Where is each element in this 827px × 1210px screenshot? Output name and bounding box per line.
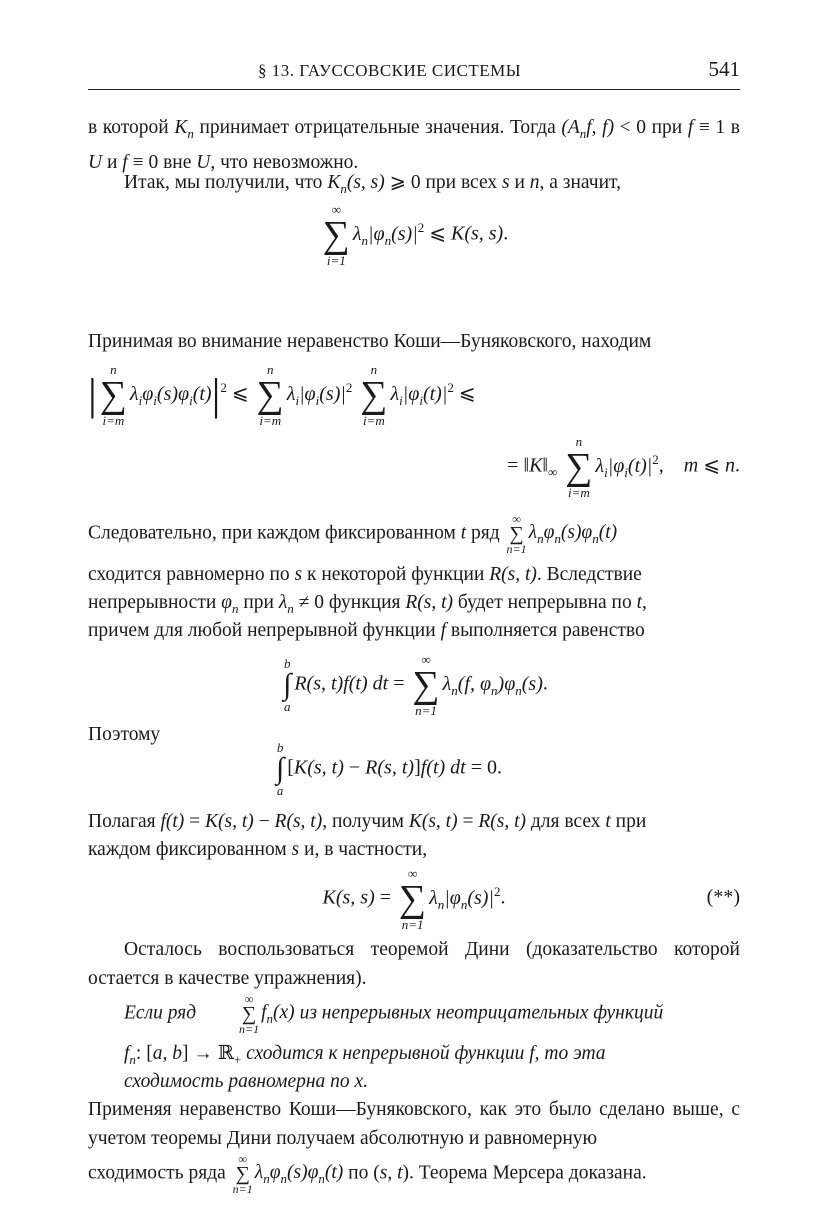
paragraph-4: Следовательно, при каждом фиксированном t ряд ∞ ∑ n=1 $\lambda_n\varphi_n(s)\varphi_n(t)$ <box>88 512 618 556</box>
paragraph-2: Итак, мы получили, что $K_n(s$, s) ⩾ 0 при всех s и n, а значит, <box>124 172 621 196</box>
paragraph-9: Полагая f(t) = K(s, t) − R(s, t), получим K(s, t) = R(s, t) для всех t при <box>88 811 647 832</box>
paragraph-7: причем для любой непрерывной функции f выполняется равенство <box>88 620 645 641</box>
book-page <box>88 55 740 1196</box>
equation-tag: (**) <box>706 886 740 908</box>
page-number: 541 <box>708 57 740 81</box>
paragraph-5: сходится равномерно по s к некоторой функции R(s, t). Вследствие <box>88 564 642 585</box>
equation-cauchy-line-1: | n ∑ i=m $\lambda_i\varphi_i(s)\varphi_i(t)|^2$ ⩽ n ∑ i=m $\lambda_i|\varphi_i(s)|^2$ n ∑ i=m $\lambda_i|\varphi_i(t)|^2$ ⩽ <box>88 362 476 428</box>
equation-integral-R: b ∫ a R(s, t)f(t) dt = ∞ ∑ n=1 $\lambda_n(f$, $\varphi_n)\varphi_n(s)$. <box>283 652 548 718</box>
paragraph-8: Поэтому <box>88 724 161 745</box>
paragraph-1: в которой $K_n$ принимает отрицательные значения. Тогда ($A_nf$, f) < 0 при f ≡ 1 в U и f ≡ 0 вне U, что невозможно. <box>88 117 740 173</box>
page-header <box>88 55 740 90</box>
dini-theorem-line-1: Если ряд ∞ ∑ n=1 $f_n(x)$ из непрерывных неотрицательных функций <box>124 992 664 1036</box>
paragraph-11: Осталось воспользоваться теоремой Дини (доказательство которой остается в качестве упражнения). <box>88 939 740 989</box>
paragraph-12: Применяя неравенство Коши—Буняковского, как это было сделано выше, с учетом теоремы Дини получаем абсолютную и равномерную <box>88 1099 740 1149</box>
equation-cauchy-line-2: = $‖K‖_\infty$ n ∑ i=m $\lambda_i|\varphi_i(t)|^2$, m ⩽ n. <box>507 434 740 500</box>
paragraph-6: непрерывности $\varphi_n$ при $\lambda_n \ne 0$ функция R(s, t) будет непрерывна по t, <box>88 592 647 616</box>
dini-theorem-line-2: $f_n$: [a, b] → ℝ$_+$ сходится к непрерывной функции f, то эта <box>124 1043 606 1067</box>
paragraph-3: Принимая во внимание неравенство Коши—Буняковского, находим <box>88 331 652 352</box>
paragraph-10: каждом фиксированном s и, в частности, <box>88 839 428 860</box>
equation-mercer-diagonal: K(s, s) = ∞ ∑ n=1 $\lambda_n|\varphi_n(s)|^2$. (**) <box>322 866 740 932</box>
equation-integral-zero: b ∫ a [K(s, t) − R(s, t)]f(t) dt = 0. <box>276 740 503 798</box>
paragraph-13: сходимость ряда ∞ ∑ n=1 $\lambda_n\varphi_n(s)\varphi_n(t)$ по (s, t). Теорема Мерсера доказана. <box>88 1152 647 1196</box>
equation-sum-inequality: ∞ ∑ i=1 $\lambda_n|\varphi_n(s)|^2$ ⩽ K(s, s). <box>322 202 509 268</box>
dini-theorem-line-3: сходимость равномерна по x. <box>124 1071 369 1092</box>
running-title: § 13. ГАУССОВСКИЕ СИСТЕМЫ <box>258 61 522 80</box>
